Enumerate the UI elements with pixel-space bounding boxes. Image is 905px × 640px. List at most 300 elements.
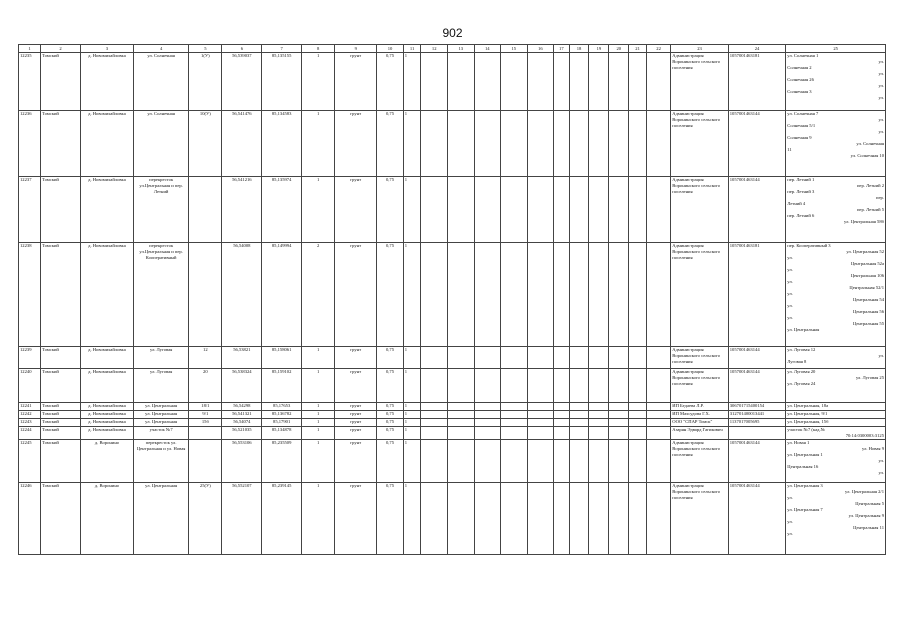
cell-settlement: д. Новомихайловка — [80, 347, 133, 369]
cell-district: Томский — [41, 403, 81, 411]
served-address: Центральная 54 — [853, 296, 884, 302]
cell-district: Томский — [41, 177, 81, 243]
cell-empty — [527, 403, 554, 411]
cell-surface: грунт — [335, 403, 377, 411]
cell-empty — [421, 369, 448, 403]
cell-empty — [501, 403, 528, 411]
served-address: Луговая 8 — [787, 358, 807, 364]
column-number: 18 — [569, 45, 589, 53]
column-number: 5 — [189, 45, 222, 53]
cell-area: 0,75 — [377, 439, 404, 482]
served-address: Солнечная 26 — [787, 76, 814, 82]
cell-surface: грунт — [335, 411, 377, 419]
served-address: ул. — [787, 518, 793, 524]
cell-lat: 56,552107 — [222, 482, 262, 554]
cell-empty — [474, 243, 501, 347]
cell-ogrn: 1137017005695 — [728, 419, 786, 427]
table-row — [19, 482, 886, 554]
cell-empty — [609, 411, 629, 419]
cell-empty — [589, 243, 609, 347]
cell-containers: 1 — [403, 53, 421, 111]
cell-served-addresses — [786, 111, 886, 177]
cell-empty — [554, 177, 569, 243]
cell-empty — [527, 439, 554, 482]
cell-area: 0,75 — [377, 177, 404, 243]
column-number: 4 — [133, 45, 188, 53]
served-address: Центральная 56 — [853, 308, 884, 314]
cell-count: 1 — [302, 111, 335, 177]
cell-empty — [421, 439, 448, 482]
cell-lat: 56,54298 — [222, 403, 262, 411]
cell-settlement: д. Воронино — [80, 439, 133, 482]
served-address: участок №7 (кад.№ — [787, 427, 825, 432]
cell-empty — [421, 427, 448, 440]
cell-ogrn: 1057001463144 — [728, 482, 786, 554]
table-row — [19, 427, 886, 440]
cell-empty — [589, 411, 609, 419]
cell-empty — [474, 419, 501, 427]
cell-empty — [569, 177, 589, 243]
cell-lon: 85,17653 — [262, 403, 302, 411]
cell-empty — [589, 369, 609, 403]
cell-empty — [569, 369, 589, 403]
cell-area: 0,75 — [377, 411, 404, 419]
served-address: ул. Новая 9 — [861, 445, 884, 451]
cell-empty — [569, 111, 589, 177]
cell-containers: 1 — [403, 411, 421, 419]
cell-empty — [589, 419, 609, 427]
cell-empty — [629, 403, 647, 411]
cell-empty — [421, 482, 448, 554]
cell-area: 0,75 — [377, 427, 404, 440]
column-number: 15 — [501, 45, 528, 53]
cell-street: перекресток ул.Центральная и пер. Кооперативный — [133, 243, 188, 347]
cell-house — [189, 427, 222, 440]
cell-empty — [421, 403, 448, 411]
cell-empty — [646, 347, 670, 369]
column-number: 17 — [554, 45, 569, 53]
cell-lat: 56,539037 — [222, 53, 262, 111]
cell-empty — [421, 53, 448, 111]
cell-empty — [527, 243, 554, 347]
cell-owner: ИП Бедаева Л.Р. — [671, 403, 729, 411]
cell-empty — [589, 347, 609, 369]
served-address: ул. Луговая 20 — [787, 369, 816, 374]
served-address: ул. Центральная 2/1 — [845, 488, 884, 494]
table-row — [19, 411, 886, 419]
cell-lon: 85,134583 — [262, 111, 302, 177]
cell-n: 12237 — [19, 177, 41, 243]
cell-street: ул. Солнечная — [133, 111, 188, 177]
cell-empty — [527, 53, 554, 111]
cell-owner: ИП Махсудова Г.Х. — [671, 411, 729, 419]
cell-surface: грунт — [335, 243, 377, 347]
registry-table — [18, 44, 886, 555]
cell-empty — [554, 347, 569, 369]
cell-empty — [527, 411, 554, 419]
cell-area: 0,75 — [377, 369, 404, 403]
cell-surface: грунт — [335, 53, 377, 111]
cell-count: 1 — [302, 419, 335, 427]
served-address: пер. Летний 3 — [787, 188, 815, 194]
cell-count: 1 — [302, 403, 335, 411]
table-header-row — [19, 45, 886, 53]
cell-surface: грунт — [335, 347, 377, 369]
served-address: ул. — [787, 266, 793, 272]
served-address: ул. — [878, 116, 884, 122]
cell-ogrn: 1057001463144 — [728, 177, 786, 243]
cell-street: ул. Луговая — [133, 369, 188, 403]
cell-empty — [554, 411, 569, 419]
cell-empty — [609, 439, 629, 482]
cell-ogrn: 306701715400154 — [728, 403, 786, 411]
cell-street: ул. Центральная — [133, 411, 188, 419]
cell-containers: 1 — [403, 482, 421, 554]
cell-lon: 85,159102 — [262, 369, 302, 403]
served-address: ул. — [787, 278, 793, 284]
cell-n: 12236 — [19, 111, 41, 177]
cell-district: Томский — [41, 111, 81, 177]
cell-district: Томский — [41, 347, 81, 369]
column-number: 1 — [19, 45, 41, 53]
cell-empty — [629, 347, 647, 369]
cell-containers: 1 — [403, 111, 421, 177]
served-address: ул. Луговая 24 — [787, 380, 816, 386]
cell-street: ул. Центральная — [133, 482, 188, 554]
served-address: Летний 4 — [787, 200, 806, 206]
served-address: ул. — [787, 494, 793, 500]
cell-ogrn: 1057001463144 — [728, 369, 786, 403]
cell-surface: грунт — [335, 419, 377, 427]
cell-empty — [609, 427, 629, 440]
cell-empty — [589, 53, 609, 111]
cell-street: ул. Центральная — [133, 403, 188, 411]
cell-owner: Администрация Воронинского сельского поселения — [671, 347, 729, 369]
cell-empty — [609, 243, 629, 347]
served-address: ул. Центральная, 9/1 — [787, 411, 828, 416]
cell-settlement: д. Новомихайловка — [80, 411, 133, 419]
cell-district: Томский — [41, 419, 81, 427]
served-address: ул. Солнечная — [856, 140, 884, 146]
cell-containers: 1 — [403, 439, 421, 482]
column-number: 7 — [262, 45, 302, 53]
served-address: ул. Центральная 1 — [787, 451, 823, 457]
cell-empty — [569, 411, 589, 419]
cell-lat: 56,541216 — [222, 177, 262, 243]
cell-empty — [569, 243, 589, 347]
cell-n: 12243 — [19, 419, 41, 427]
served-address: ул. Луговая 12 — [787, 347, 816, 352]
served-address: ул. Солнечная 7 — [787, 111, 819, 116]
cell-empty — [501, 419, 528, 427]
cell-count: 1 — [302, 427, 335, 440]
cell-empty — [569, 439, 589, 482]
column-number: 25 — [786, 45, 886, 53]
cell-empty — [474, 53, 501, 111]
cell-served-addresses — [786, 427, 886, 440]
cell-containers: 1 — [403, 243, 421, 347]
cell-served-addresses — [786, 411, 886, 419]
cell-street: перекресток ул.Центральная и пер. Летний — [133, 177, 188, 243]
cell-empty — [421, 111, 448, 177]
cell-owner: Администрация Воронинского сельского поселения — [671, 482, 729, 554]
cell-settlement: д. Новомихайловка — [80, 111, 133, 177]
cell-count: 1 — [302, 439, 335, 482]
cell-empty — [646, 439, 670, 482]
cell-lon: 85,158061 — [262, 347, 302, 369]
table-row — [19, 53, 886, 111]
cell-served-addresses — [786, 369, 886, 403]
cell-n: 12246 — [19, 482, 41, 554]
cell-empty — [554, 403, 569, 411]
served-address: Солнечная 9 — [787, 134, 812, 140]
cell-empty — [609, 369, 629, 403]
cell-empty — [501, 411, 528, 419]
served-address: Центральная 16 — [787, 463, 819, 469]
cell-empty — [629, 419, 647, 427]
cell-empty — [474, 369, 501, 403]
cell-empty — [501, 111, 528, 177]
cell-empty — [646, 419, 670, 427]
cell-lat: 56,53821 — [222, 347, 262, 369]
cell-empty — [589, 403, 609, 411]
cell-lon: 85,136782 — [262, 411, 302, 419]
cell-empty — [474, 482, 501, 554]
served-address: ул. — [878, 58, 884, 64]
served-address: ул. Центральная — [787, 326, 820, 332]
table-row — [19, 347, 886, 369]
cell-n: 12244 — [19, 427, 41, 440]
served-address: ул. — [878, 70, 884, 76]
cell-empty — [501, 439, 528, 482]
served-address: Солнечная 5/1 — [787, 122, 816, 128]
served-address: пер. Кооперативный 3 — [787, 243, 831, 248]
cell-containers: 1 — [403, 369, 421, 403]
cell-empty — [447, 347, 474, 369]
cell-owner: Администрация Воронинского сельского поселения — [671, 53, 729, 111]
cell-lat: 56,553106 — [222, 439, 262, 482]
cell-empty — [646, 369, 670, 403]
cell-empty — [447, 427, 474, 440]
served-address: ул. — [787, 290, 793, 296]
served-address: ул. — [878, 469, 884, 475]
cell-owner: ООО "СПАР Томск" — [671, 419, 729, 427]
served-address: ул. Центральная 9 — [848, 512, 884, 518]
cell-house: 1(У) — [189, 53, 222, 111]
served-address: ул. Центральная, 15б — [787, 419, 829, 424]
cell-settlement: д. Новомихайловка — [80, 369, 133, 403]
cell-empty — [609, 482, 629, 554]
cell-empty — [646, 53, 670, 111]
served-address: ул. — [787, 302, 793, 308]
cell-lon: 85,134878 — [262, 427, 302, 440]
column-number: 21 — [629, 45, 647, 53]
served-address: ул. — [878, 352, 884, 358]
cell-empty — [527, 369, 554, 403]
cell-n: 12239 — [19, 347, 41, 369]
cell-served-addresses — [786, 177, 886, 243]
cell-empty — [629, 243, 647, 347]
cell-empty — [447, 177, 474, 243]
cell-empty — [589, 439, 609, 482]
cell-empty — [554, 427, 569, 440]
cell-empty — [421, 177, 448, 243]
cell-area: 0,75 — [377, 53, 404, 111]
cell-surface: грунт — [335, 177, 377, 243]
cell-empty — [421, 347, 448, 369]
cell-served-addresses — [786, 243, 886, 347]
cell-lon: 85,235509 — [262, 439, 302, 482]
cell-empty — [501, 347, 528, 369]
cell-empty — [589, 482, 609, 554]
cell-empty — [554, 482, 569, 554]
cell-empty — [474, 411, 501, 419]
cell-house: 10(У) — [189, 111, 222, 177]
cell-n: 12240 — [19, 369, 41, 403]
cell-lon: 85,17901 — [262, 419, 302, 427]
cell-empty — [569, 53, 589, 111]
served-address: ул. — [787, 530, 793, 536]
cell-district: Томский — [41, 427, 81, 440]
cell-empty — [646, 177, 670, 243]
served-address: ул. — [878, 128, 884, 134]
cell-ogrn — [728, 427, 786, 440]
cell-ogrn: 1057001463144 — [728, 439, 786, 482]
cell-empty — [609, 347, 629, 369]
cell-n: 12235 — [19, 53, 41, 111]
cell-settlement: д. Новомихайловка — [80, 419, 133, 427]
cell-empty — [609, 419, 629, 427]
cell-house — [189, 243, 222, 347]
cell-empty — [646, 427, 670, 440]
cell-served-addresses — [786, 419, 886, 427]
cell-empty — [629, 111, 647, 177]
column-number: 11 — [403, 45, 421, 53]
cell-empty — [554, 439, 569, 482]
cell-district: Томский — [41, 411, 81, 419]
cell-empty — [554, 53, 569, 111]
cell-house: 20 — [189, 369, 222, 403]
cell-empty — [447, 243, 474, 347]
column-number: 10 — [377, 45, 404, 53]
cell-empty — [421, 411, 448, 419]
cell-served-addresses — [786, 482, 886, 554]
cell-empty — [629, 482, 647, 554]
cell-district: Томский — [41, 243, 81, 347]
cell-served-addresses — [786, 53, 886, 111]
cell-empty — [589, 177, 609, 243]
served-address: ул. — [787, 314, 793, 320]
cell-lat: 56,541476 — [222, 111, 262, 177]
cell-n: 12242 — [19, 411, 41, 419]
cell-empty — [447, 411, 474, 419]
cell-lon: 85,135974 — [262, 177, 302, 243]
column-number: 22 — [646, 45, 670, 53]
cell-n: 12238 — [19, 243, 41, 347]
cell-empty — [646, 243, 670, 347]
cell-owner: Администрация Воронинского сельского поселения — [671, 369, 729, 403]
cell-ogrn: 1057001463181 — [728, 243, 786, 347]
served-address: Солнечная 2 — [787, 64, 812, 70]
cell-empty — [501, 53, 528, 111]
cell-settlement: д. Новомихайловка — [80, 243, 133, 347]
cell-house: 25(У) — [189, 482, 222, 554]
cell-ogrn: 1057001463144 — [728, 347, 786, 369]
cell-street: участок №7 — [133, 427, 188, 440]
column-number: 24 — [728, 45, 786, 53]
cell-empty — [569, 419, 589, 427]
cell-containers: 1 — [403, 403, 421, 411]
cell-empty — [609, 53, 629, 111]
cell-house — [189, 439, 222, 482]
cell-containers: 1 — [403, 427, 421, 440]
column-number: 2 — [41, 45, 81, 53]
cell-area: 0,75 — [377, 482, 404, 554]
cell-count: 1 — [302, 369, 335, 403]
cell-settlement: д. Новомихайловка — [80, 403, 133, 411]
cell-district: Томский — [41, 439, 81, 482]
served-address: ул. Центральная, 18а — [787, 403, 829, 408]
cell-street: перекресток ул. Центральная и ул. Новая — [133, 439, 188, 482]
cell-empty — [447, 482, 474, 554]
cell-empty — [646, 411, 670, 419]
cell-settlement: д. Новомихайловка — [80, 177, 133, 243]
cell-count: 2 — [302, 243, 335, 347]
served-address: ул. Центральная 3 — [787, 482, 823, 488]
cell-house: 12 — [189, 347, 222, 369]
served-address: Центральная 106 — [850, 272, 884, 278]
column-number: 16 — [527, 45, 554, 53]
served-address: Центральная 52/1 — [849, 284, 884, 290]
cell-empty — [629, 411, 647, 419]
cell-containers: 1 — [403, 347, 421, 369]
cell-count: 1 — [302, 53, 335, 111]
served-address: 70:14:0300003:3125 — [845, 432, 884, 438]
cell-owner: Администрация Воронинского сельского поселения — [671, 111, 729, 177]
cell-surface: грунт — [335, 439, 377, 482]
cell-lon: 85,149994 — [262, 243, 302, 347]
column-number: 19 — [589, 45, 609, 53]
cell-empty — [527, 347, 554, 369]
cell-n: 12241 — [19, 403, 41, 411]
cell-served-addresses — [786, 403, 886, 411]
cell-empty — [474, 427, 501, 440]
cell-empty — [629, 369, 647, 403]
column-number: 6 — [222, 45, 262, 53]
cell-empty — [501, 243, 528, 347]
served-address: ул. — [878, 82, 884, 88]
cell-house — [189, 177, 222, 243]
table-row — [19, 419, 886, 427]
cell-ogrn: 1057001463181 — [728, 53, 786, 111]
cell-district: Томский — [41, 53, 81, 111]
cell-empty — [589, 111, 609, 177]
served-address: ул. Луговая 25 — [855, 374, 884, 380]
table-row — [19, 439, 886, 482]
column-number: 23 — [671, 45, 729, 53]
cell-empty — [554, 419, 569, 427]
cell-ogrn: 1057001463144 — [728, 111, 786, 177]
cell-lon: 85,239145 — [262, 482, 302, 554]
cell-count: 1 — [302, 411, 335, 419]
served-address: ул. Солнечная 1 — [787, 53, 819, 58]
served-address: 11 — [787, 146, 792, 152]
cell-surface: грунт — [335, 427, 377, 440]
cell-empty — [501, 369, 528, 403]
cell-lat: 56,538324 — [222, 369, 262, 403]
cell-area: 0,75 — [377, 347, 404, 369]
cell-empty — [501, 482, 528, 554]
